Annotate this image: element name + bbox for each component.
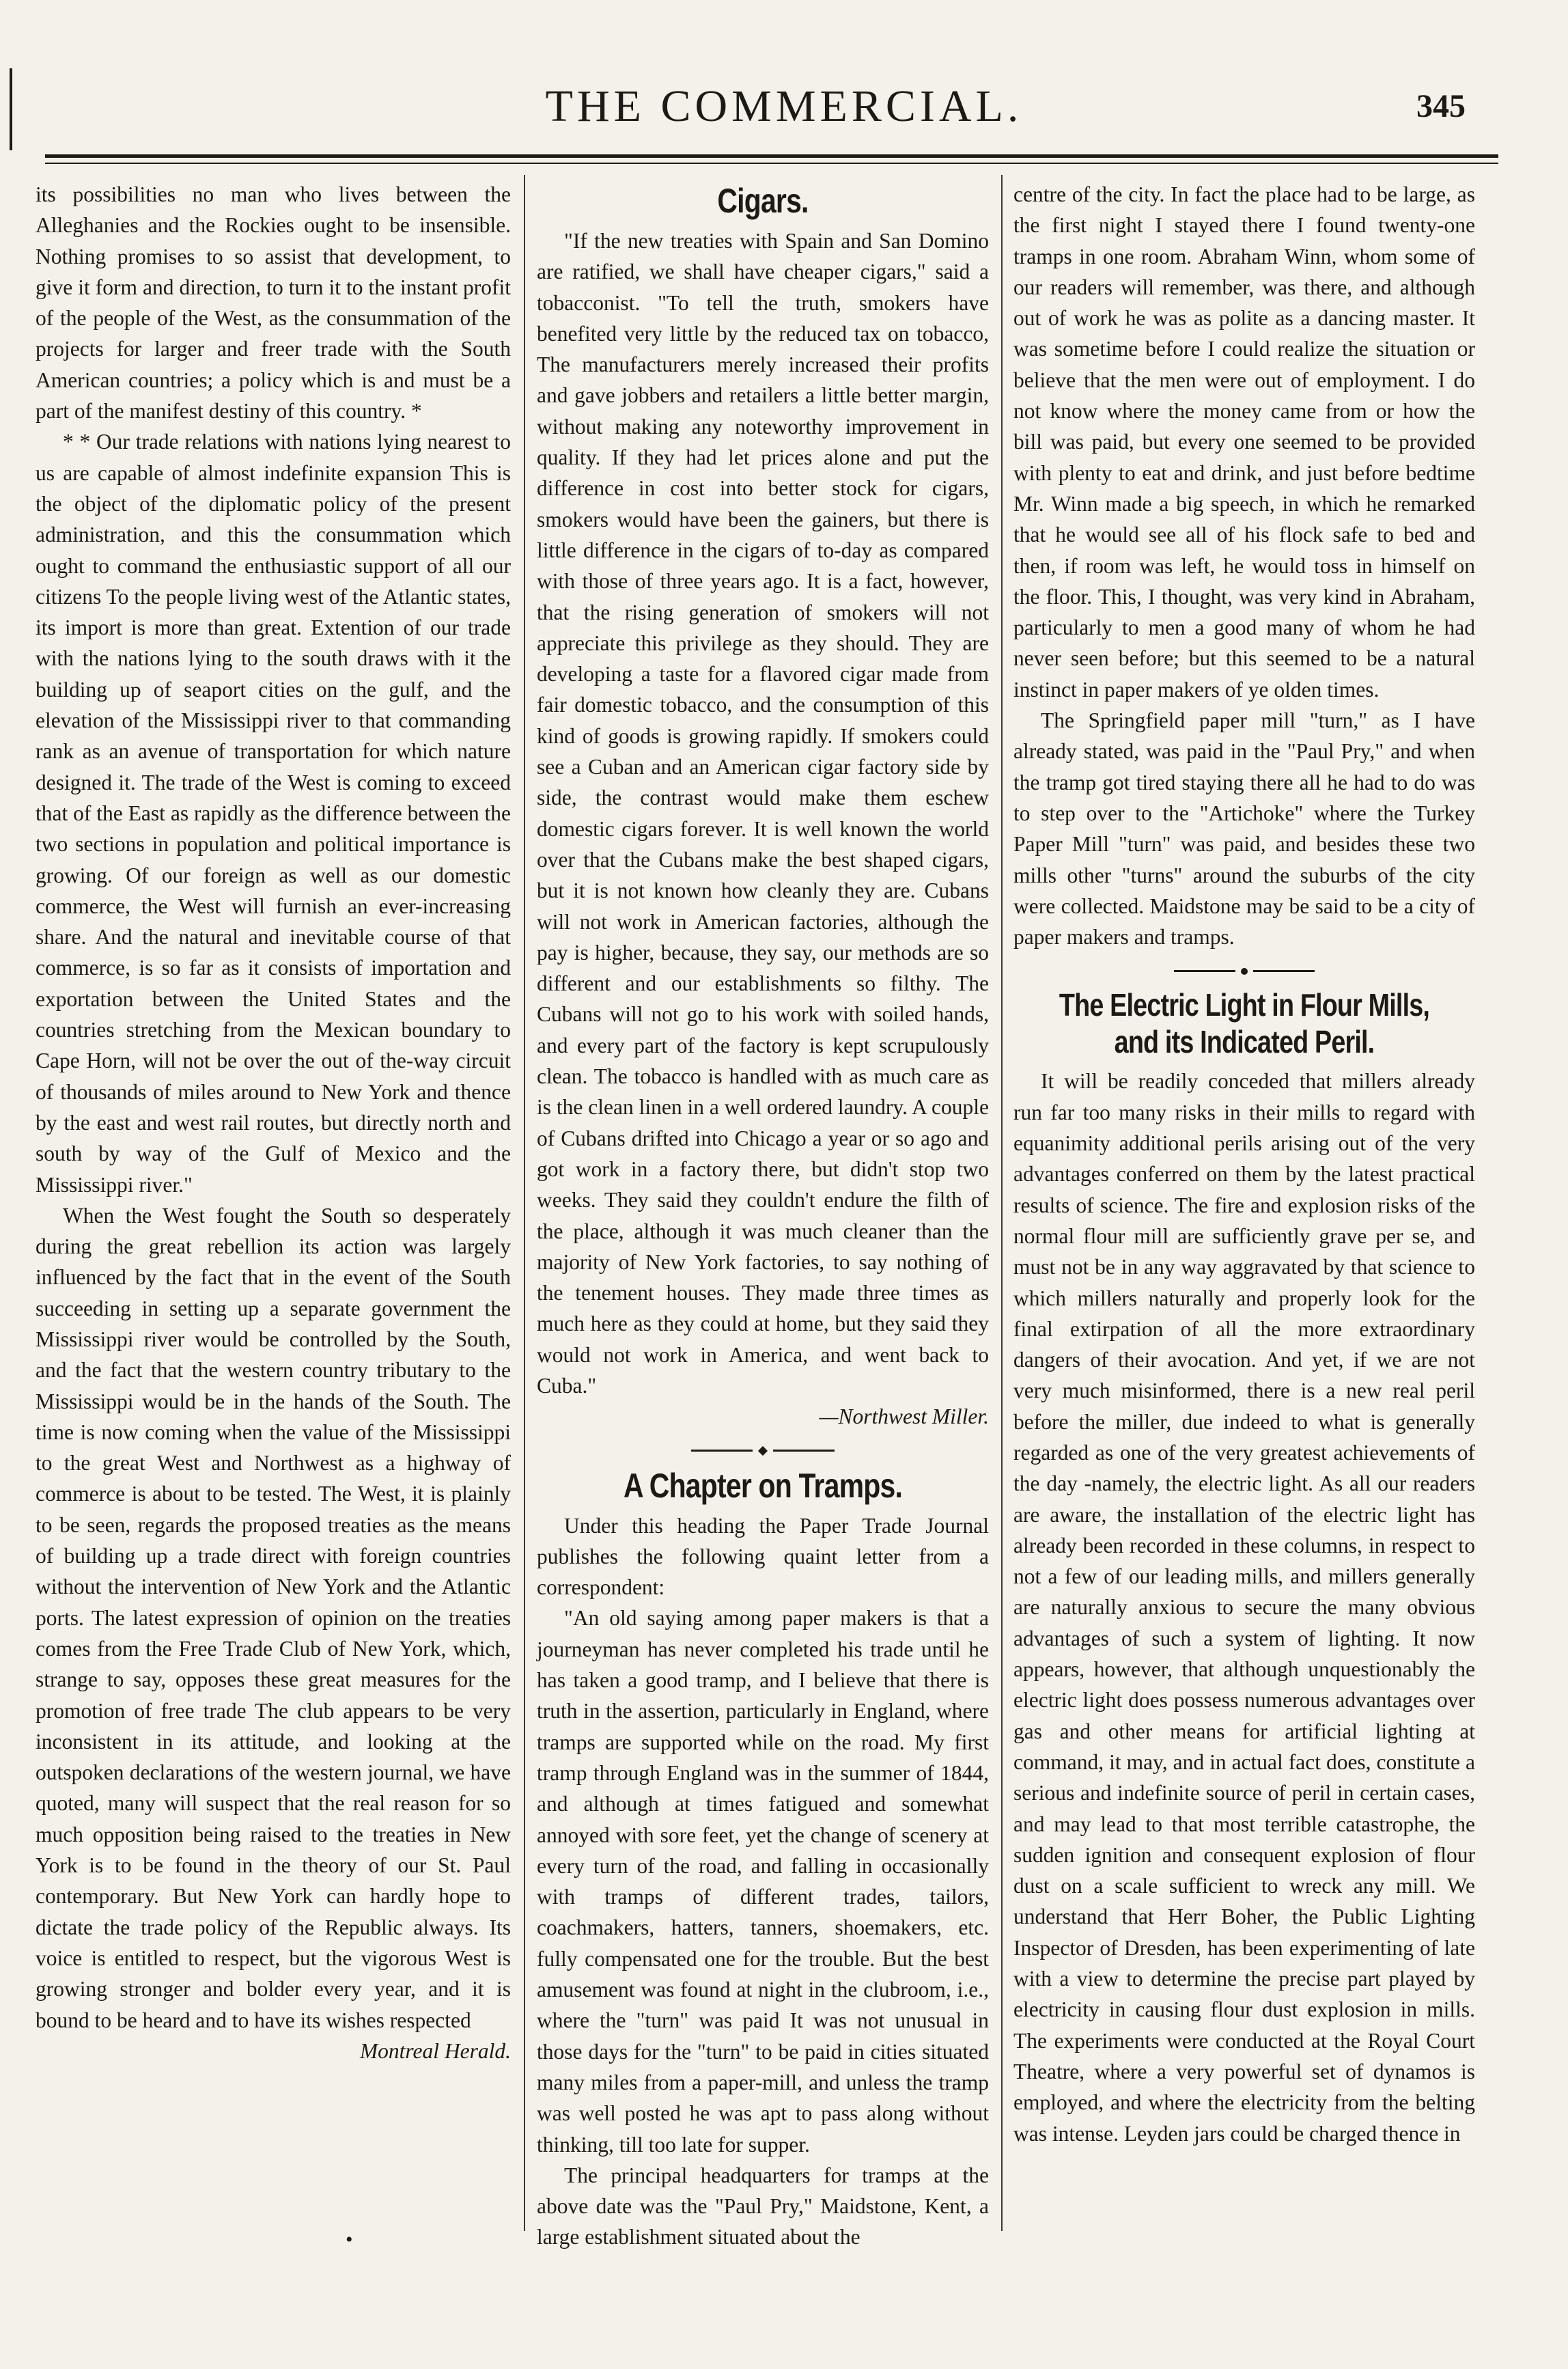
article-paragraph: "If the new treaties with Spain and San Domino are ratified, we shall have cheaper cigars," said a tobacconist. "To tell the truth, smokers have benefited very little by the reduced tax on tobacco, The manufacturers merely increased their profits and gave jobbers and retailers a little better margin, without making any noteworthy improvement in quality. If they had let prices alone and put the difference in cost into better stock for cigars, smokers would have been the gainers, but there is little difference in the cigars of to-day as compared with those of three years ago. It is a fact, however, that the rising generation of smokers will not appreciate this privilege as they should. They are developing a taste for a flavored cigar made from fair domestic tobacco, and the consumption of this kind of goods is growing rapidly. If smokers could see a Cuban and an American cigar factory side by side, the contrast would make them eschew domestic cigars forever. It is well known the world over that the Cubans make the best shaped cigars, but it is not known how cleanly they are. Cubans will not work in American factories, although the pay is higher, because, they say, our methods are so different and our establishments so filthy. The Cubans will not go to his work with soiled hands, and every part of the factory is kept scrupulously clean. The tobacco is handled with as much care as is the clean linen in a well ordered laundry. A couple of Cubans drifted into Chicago a year or so ago and got work in a factory there, but didn't stop two weeks. They said they couldn't endure the filth of the place, although it was much cleaner than the majority of New York factories, to say nothing of the tenement houses. They made three times as much here as they could at home, but they said they would not work in America, and went back to Cuba.": [537, 229, 989, 1398]
article-paragraph: The Springfield paper mill "turn," as I have already stated, was paid in the "Paul Pry," and when the tramp got tired staying there all he had to do was to step over to the "Artichoke" where the Turkey Paper Mill "turn" was paid, and besides these two mills other "turns" around the suburbs of the city were collected. Maidstone may be said to be a city of paper makers and tramps.: [1013, 708, 1475, 950]
section-ornament: [1013, 956, 1475, 982]
masthead-title: THE COMMERCIAL.: [545, 81, 1023, 131]
section-ornament: [537, 1437, 989, 1463]
article-paragraph: The principal headquarters for tramps at the above date was the "Paul Pry," Maidstone, Kent, a large establishment situated about the: [537, 2163, 989, 2249]
article-signature: —Northwest Miller.: [819, 1404, 989, 1429]
page-number: 345: [1416, 88, 1466, 124]
column-left: [36, 179, 511, 2228]
column-divider-1: [524, 175, 525, 2231]
headline-electric-light: The Electric Light in Flour Mills, and its Indicated Peril.: [1059, 987, 1430, 1060]
column-divider-2: [1001, 175, 1003, 2231]
article-paragraph: * * Our trade relations with nations lying nearest to us are capable of almost indefinite expansion This is the object of the diplomatic policy of the present administration, and this the consummation which ought to command the enthusiastic support of all our citizens To the people living west of the Atlantic states, its import is more than great. Extention of our trade with the nations lying to the south draws with it the building up of seaport cities on the gulf, and the elevation of the Mississippi river to that commanding rank as an avenue of transportation for which nature designed it. The trade of the West is coming to exceed that of the East as rapidly as the difference between the two sections in population and political importance is growing. Of our foreign as well as our domestic commerce, the West will furnish an ever-increasing share. And the natural and inevitable course of that commerce, is so far as it consists of importation and exportation between the United States and the countries stretching from the Mexican boundary to Cape Horn, will not be over the out of the-way circuit of thousands of miles around to New York and thence by the east and west rail routes, but directly north and south by way of the Gulf of Mexico and the Mississippi river.": [36, 430, 511, 1197]
column-middle: [537, 179, 989, 2249]
masthead-rule-thin: [45, 163, 1498, 164]
article-signature: Montreal Herald.: [359, 2038, 511, 2063]
article-paragraph: centre of the city. In fact the place had to be large, as the first night I stayed there I found twenty-one tramps in one room. Abraham Winn, whom some of our readers will remember, was there, and although out of work he was as polite as a dancing master. It was sometime before I could realize the situation or believe that the men were out of employment. I do not know where the money came from or how the bill was paid, but every one seemed to be provided with plenty to eat and drink, and just before bedtime Mr. Winn made a big speech, in which he remarked that he would see all of his flock safe to bed and then, if room was left, he would toss in himself on the floor. This, I thought, was very kind in Abraham, particularly to men a good many of whom he had never seen before; but this seemed to be a natural instinct in paper makers of ye olden times.: [1013, 182, 1475, 702]
column-right: [1013, 179, 1475, 2228]
article-paragraph: "An old saying among paper makers is that a journeyman has never completed his trade until he has taken a good tramp, and I believe that there is truth in the assertion, particularly in England, where tramps are supported while on the road. My first tramp through England was in the summer of 1844, and although at times fatigued and somewhat annoyed with sore feet, yet the change of scenery at every turn of the road, and falling in occasionally with tramps of different trades, tailors, coachmakers, hatters, tanners, shoemakers, etc. fully compensated one for the trouble. But the best amusement was found at night in the clubroom, i.e., where the "turn" was paid It was not unusual in those days for the "turn" to be paid in cities situated many miles from a paper-mill, and unless the tramp was well posted he was apt to pass along without thinking, till too late for supper.: [537, 1606, 989, 2157]
article-paragraph: its possibilities no man who lives between the Alleghanies and the Rockies ought to be insensible. Nothing promises to so assist that development, to give it form and direction, to turn it to the instant profit of the people of the West, as the consummation of the projects for larger and freer trade with the South American countries; a policy which is and must be a part of the manifest destiny of this country. *: [36, 182, 511, 424]
article-paragraph: When the West fought the South so desperately during the great rebellion its action was largely influenced by the fact that in the event of the South succeeding in setting up a separate government the Mississippi river would be controlled by the South, and the fact that the western country tributary to the Mississippi would be in the hands of the South. The time is now coming when the value of the Mississippi to the great West and Northwest as a highway of commerce is about to be tested. The West, it is plainly to be seen, regards the proposed treaties as the means of building up a trade direct with foreign countries without the intervention of New York and the Atlantic ports. The latest expression of opinion on the treaties comes from the Free Trade Club of New York, which, strange to say, opposes these great measures for the promotion of free trade The club appears to be very inconsistent in its attitude, and looking at the outspoken declarations of the western journal, we have quoted, many will suspect that the real reason for so much opposition being raised to the treaties in New York is to be found in the theory of our St. Paul contemporary. But New York can hardly hope to dictate the trade policy of the Republic always. Its voice is entitled to respect, but the vigorous West is growing stronger and bolder every year, and it is bound to be heard and to have its wishes respected: [36, 1203, 511, 2032]
article-paragraph: It will be readily conceded that millers already run far too many risks in their mills to regard with equanimity additional perils arising out of the very advantages conferred on them by the latest practical results of science. The fire and explosion risks of the normal flour mill are sufficiently grave per se, and must not be in any way aggravated by that science to which millers naturally and properly look for the final extirpation of all the more extraordinary dangers of their avocation. And yet, if we are not very much misinformed, there is a new real peril before the miller, due indeed to what is generally regarded as one of the very greatest achievements of the day -namely, the electric light. As all our readers are aware, the installation of the electric light has already been recorded in these columns, in respect to not a few of our leading mills, and millers generally are naturally anxious to secure the many obvious advantages of such a system of lighting. It now appears, however, that although unquestionably the electric light does possess numerous advantages over gas and other means for artificial lighting at command, it may, and in actual fact does, constitute a serious and indefinite source of peril in certain cases, and may lead to that most terrible catastrophe, the sudden ignition and consequent explosion of flour dust on a scale sufficient to wreck any mill. We understand that Herr Boher, the Public Lighting Inspector of Dresden, has been experimenting of late with a view to determine the precise part played by electricity in causing flour dust explosion in mills. The experiments were conducted at the Royal Court Theatre, where a very powerful set of dynamos is employed, and where the electricity from the belting was intense. Leyden jars could be charged thence in: [1013, 1069, 1475, 2146]
headline-cigars: Cigars.: [717, 182, 809, 220]
article-intro: Under this heading the Paper Trade Journal publishes the following quaint letter from a correspondent:: [537, 1513, 989, 1600]
headline-tramps: A Chapter on Tramps.: [623, 1466, 903, 1505]
masthead-rule-thick: [45, 154, 1498, 158]
page-footer-mark: •: [346, 2228, 353, 2251]
